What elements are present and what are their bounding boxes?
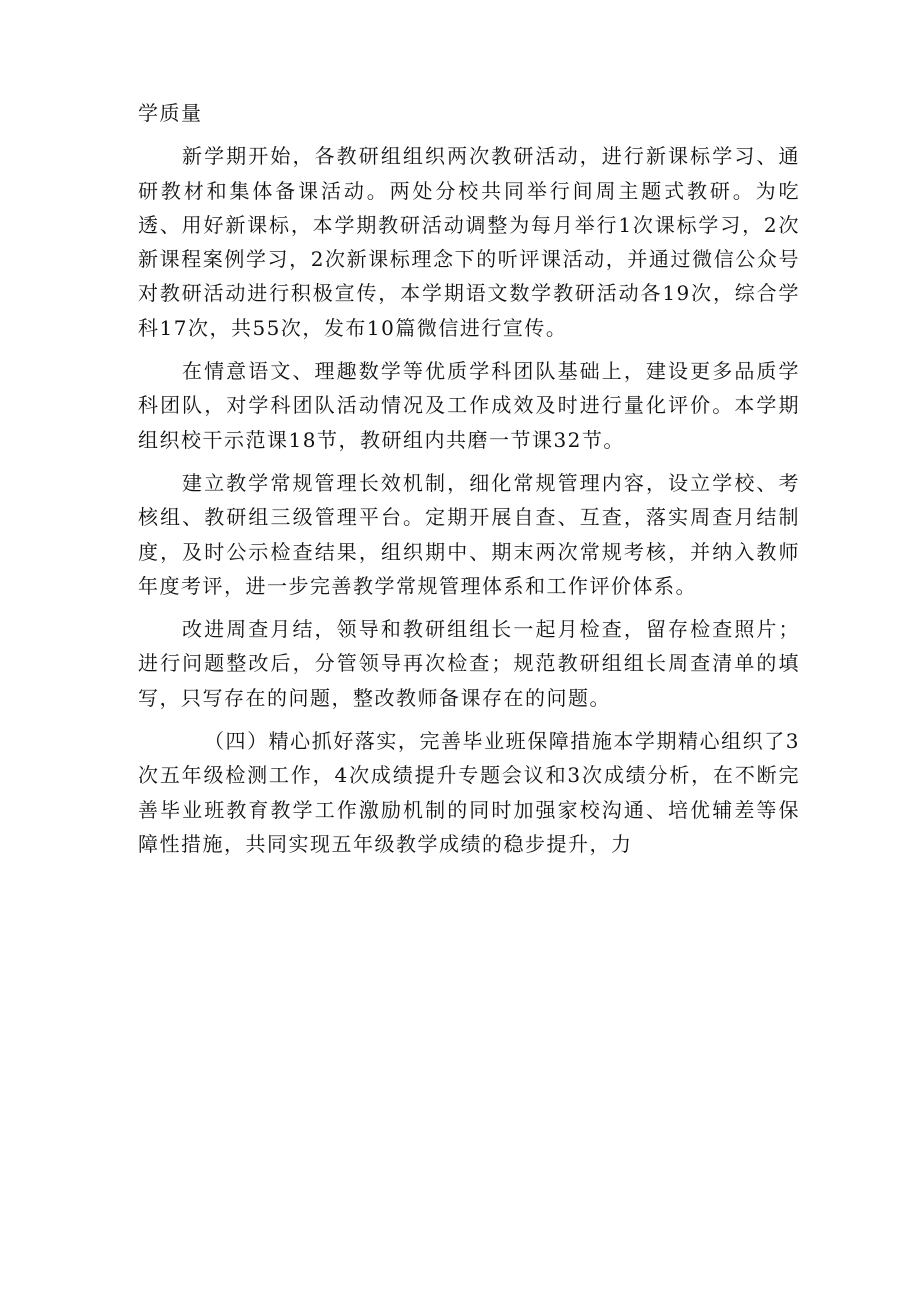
paragraph-research-activities: 新学期开始，各教研组组织两次教研活动，进行新课标学习、通研教材和集体备课活动。两处分校共同举行间周主题式教研。为吃透、用好新课标，本学期教研活动调整为每月举行1次课标学习，2次新课程案例学习，2次新课标理念下的听评课活动，并通过微信公众号对教研活动进行积极宣传，本学期语文数学教研活动各19次，综合学科17次，共55次，发布10篇微信进行宣传。 xyxy=(138,144,800,340)
paragraph-graduating-class: （四）精心抓好落实，完善毕业班保障措施本学期精心组织了3次五年级检测工作，4次成绩提升专题会议和3次成绩分析，在不断完善毕业班教育教学工作激励机制的同时加强家校沟通、培优辅差等保障性措施，共同实现五年级教学成绩的稳步提升，力 xyxy=(138,729,800,856)
paragraph-continuation: 学质量 xyxy=(138,101,203,125)
paragraph-routine-management: 建立教学常规管理长效机制，细化常规管理内容，设立学校、考核组、教研组三级管理平台。定期开展自查、互查，落实周查月结制度，及时公示检查结果，组织期中、期末两次常规考核，并纳入教师年度考评，进一步完善教学常规管理体系和工作评价体系。 xyxy=(138,470,800,598)
paragraph-subject-teams: 在情意语文、理趣数学等优质学科团队基础上，建设更多品质学科团队，对学科团队活动情况及工作成效及时进行量化评价。本学期组织校干示范课18节，教研组内共磨一节课32节。 xyxy=(138,359,800,452)
paragraph-weekly-monthly-checks: 改进周查月结，领导和教研组组长一起月检查，留存检查照片；进行问题整改后，分管领导再次检查；规范教研组组长周查清单的填写，只写存在的问题，整改教师备课存在的问题。 xyxy=(138,617,800,710)
